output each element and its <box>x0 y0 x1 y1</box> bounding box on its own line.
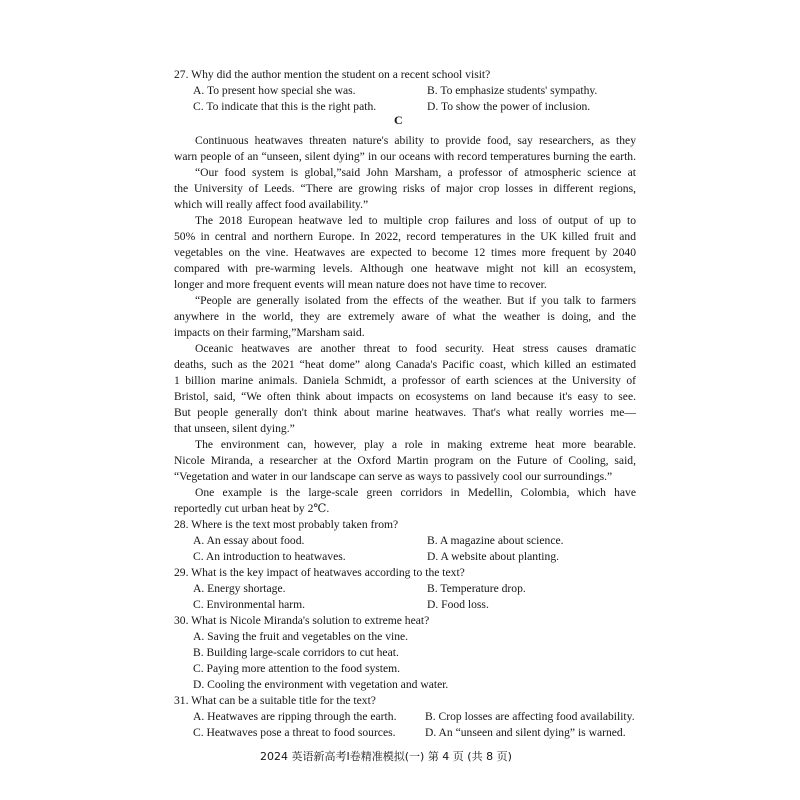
passage-line: Bristol, said, “We often think about impacts on ecosystems on land because it's easy to see. <box>174 390 636 403</box>
passage-line: 1 billion marine animals. Daniela Schmidt, a professor of earth sciences at the University of <box>174 374 636 387</box>
q30-option-a: A. Saving the fruit and vegetables on the vine. <box>193 630 409 643</box>
q28-option-d: D. A website about planting. <box>427 550 560 563</box>
q27-option-a: A. To present how special she was. <box>193 84 356 97</box>
passage-line: Continuous heatwaves threaten nature's ability to provide food, say researchers, as they <box>195 134 636 147</box>
passage-line: warn people of an “unseen, silent dying” in our oceans with record temperatures burning the earth. <box>174 150 636 163</box>
q27-option-b: B. To emphasize students' sympathy. <box>427 84 598 97</box>
q31-option-c: C. Heatwaves pose a threat to food sources. <box>193 726 396 739</box>
passage-line: reportedly cut urban heat by 2℃. <box>174 502 330 515</box>
q28-stem: 28. Where is the text most probably taken from? <box>174 518 399 531</box>
passage-line: longer and more frequent events will mean nature does not have time to recover. <box>174 278 547 291</box>
section-heading: C <box>394 113 403 127</box>
passage-line: But people generally don't think about marine heatwaves. That's what really worries me— <box>174 406 636 419</box>
passage-line: Nicole Miranda, a researcher at the Oxford Martin program on the Future of Cooling, said, <box>174 454 636 467</box>
passage-line: that unseen, silent dying.” <box>174 422 295 435</box>
passage-line: Oceanic heatwaves are another threat to food security. Heat stress causes dramatic <box>195 342 636 355</box>
passage-line: deaths, such as the 2021 “heat dome” along Canada's Pacific coast, which killed an estimated <box>174 358 636 371</box>
q29-option-a: A. Energy shortage. <box>193 582 286 595</box>
q27-stem: 27. Why did the author mention the student on a recent school visit? <box>174 68 491 81</box>
q31-stem: 31. What can be a suitable title for the text? <box>174 694 376 707</box>
q31-option-a: A. Heatwaves are ripping through the earth. <box>193 710 397 723</box>
q30-stem: 30. What is Nicole Miranda's solution to extreme heat? <box>174 614 430 627</box>
q29-stem: 29. What is the key impact of heatwaves according to the text? <box>174 566 465 579</box>
passage-line: The 2018 European heatwave led to multiple crop failures and loss of output of up to <box>195 214 636 227</box>
q28-option-a: A. An essay about food. <box>193 534 305 547</box>
q30-option-c: C. Paying more attention to the food system. <box>193 662 401 675</box>
passage-line: “People are generally isolated from the effects of the weather. But if you talk to farmers <box>195 294 636 307</box>
q29-option-c: C. Environmental harm. <box>193 598 306 611</box>
q30-option-d: D. Cooling the environment with vegetation and water. <box>193 678 449 691</box>
passage-line: vegetables on the vine. Heatwaves are expected to become 12 times more frequent by 2040 <box>174 246 636 259</box>
q28-option-c: C. An introduction to heatwaves. <box>193 550 346 563</box>
q30-option-b: B. Building large-scale corridors to cut heat. <box>193 646 399 659</box>
passage-line: 50% in central and northern Europe. In 2022, record temperatures in the UK killed fruit and <box>174 230 636 243</box>
passage-line: compared with pre-warming levels. Although one heatwave might not kill an ecosystem, <box>174 262 636 275</box>
q29-option-d: D. Food loss. <box>427 598 489 611</box>
passage-line: “Our food system is global,”said John Marsham, a professor of atmospheric science at <box>195 166 636 179</box>
q29-option-b: B. Temperature drop. <box>427 582 526 595</box>
q27-option-c: C. To indicate that this is the right path. <box>193 100 377 113</box>
passage-line: One example is the large-scale green corridors in Medellin, Colombia, which have <box>195 486 636 499</box>
page-footer: 2024 英语新高考Ⅰ卷精准模拟(一) 第 4 页 (共 8 页) <box>260 750 512 763</box>
passage-line: anywhere in the world, they are extremely aware of what the weather is doing, and the <box>174 310 636 323</box>
passage-line: impacts on their farming,”Marsham said. <box>174 326 365 339</box>
q31-option-d: D. An “unseen and silent dying” is warned. <box>425 726 626 739</box>
passage-line: which will really affect food availability.” <box>174 198 369 211</box>
passage-line: “Vegetation and water in our landscape can serve as ways to passively cool our surroundings.” <box>174 470 613 483</box>
q27-option-d: D. To show the power of inclusion. <box>427 100 591 113</box>
passage-line: The environment can, however, play a role in making extreme heat more bearable. <box>195 438 636 451</box>
passage-line: the University of Leeds. “There are growing risks of major crop losses in different regions, <box>174 182 636 195</box>
q28-option-b: B. A magazine about science. <box>427 534 564 547</box>
q31-option-b: B. Crop losses are affecting food availability. <box>425 710 635 723</box>
